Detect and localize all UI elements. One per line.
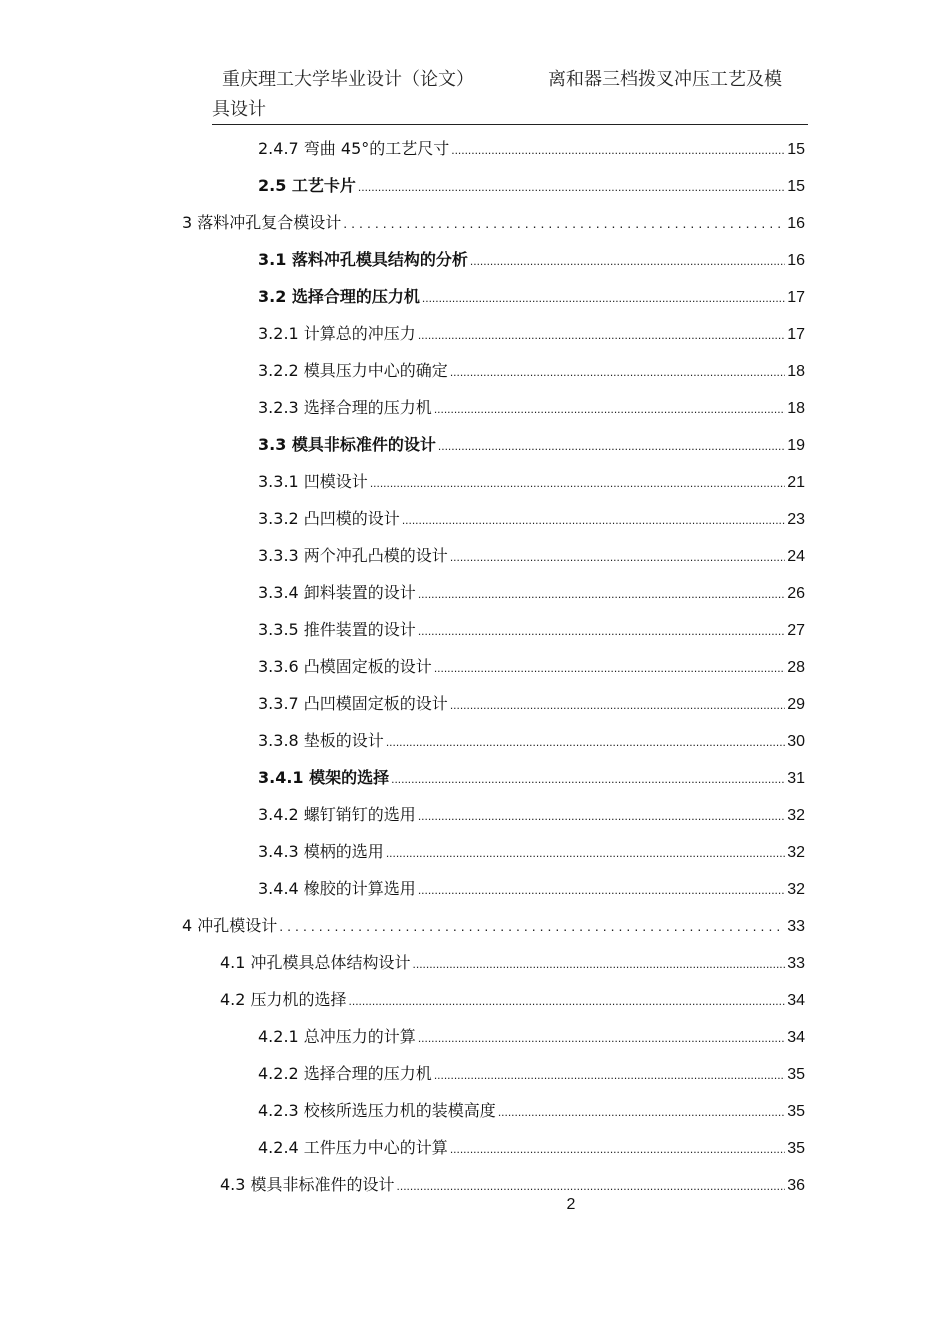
header-title-continuation: 具设计	[212, 99, 266, 120]
header-rule	[212, 124, 808, 125]
toc-dot-leader	[370, 470, 785, 496]
toc-entry-page: 21	[787, 474, 805, 491]
toc-entry-title: 4.2.2 选择合理的压力机	[258, 1064, 432, 1083]
toc-entry-page: 32	[787, 807, 805, 824]
toc-dot-leader	[402, 507, 785, 533]
toc-entry-title: 4.2.3 校核所选压力机的装模高度	[258, 1101, 496, 1120]
toc-entry-title: 3.1 落料冲孔模具结构的分析	[258, 250, 468, 269]
toc-entry-title: 3.3 模具非标准件的设计	[258, 435, 436, 454]
toc-dot-leader	[498, 1099, 785, 1125]
toc-entry[interactable]	[258, 321, 805, 347]
toc-dot-leader	[418, 803, 785, 829]
toc-dot-leader	[413, 951, 786, 977]
toc-dot-leader	[422, 285, 785, 311]
toc-entry-title: 3.2 选择合理的压力机	[258, 287, 420, 306]
toc-entry[interactable]	[258, 173, 805, 199]
toc-entry[interactable]	[258, 1024, 805, 1050]
toc-entry-title: 3.3.6 凸模固定板的设计	[258, 657, 432, 676]
toc-entry-title: 4 冲孔模设计	[182, 916, 278, 935]
toc-dot-leader	[434, 396, 785, 422]
toc-entry-page: 16	[787, 215, 805, 232]
toc-entry-page: 35	[787, 1103, 805, 1120]
toc-entry-page: 36	[787, 1177, 805, 1194]
toc-entry-title: 3 落料冲孔复合模设计	[182, 213, 342, 232]
toc-entry-title: 4.3 模具非标准件的设计	[220, 1175, 395, 1194]
toc-entry[interactable]	[258, 1098, 805, 1124]
toc-entry[interactable]	[258, 839, 805, 865]
toc-entry-title: 3.4.2 螺钉销钉的选用	[258, 805, 416, 824]
toc-entry-title: 3.4.1 模架的选择	[258, 768, 390, 787]
toc-dot-leader	[438, 433, 785, 459]
toc-dot-leader	[349, 988, 786, 1014]
toc-entry-page: 26	[787, 585, 805, 602]
toc-entry[interactable]	[182, 210, 805, 236]
toc-dot-leader	[358, 174, 785, 200]
toc-entry[interactable]	[258, 802, 805, 828]
toc-dot-leader	[343, 210, 785, 236]
toc-dot-leader	[418, 322, 785, 348]
toc-entry-page: 31	[787, 770, 805, 787]
toc-entry-page: 35	[787, 1066, 805, 1083]
toc-entry-page: 19	[787, 437, 805, 454]
toc-entry[interactable]	[258, 1061, 805, 1087]
toc-entry[interactable]	[182, 913, 805, 939]
header-thesis-title: 离和器三档拨叉冲压工艺及模	[548, 69, 782, 90]
toc-entry-page: 29	[787, 696, 805, 713]
header-line	[212, 64, 808, 96]
toc-entry-page: 28	[787, 659, 805, 676]
toc-entry[interactable]	[258, 432, 805, 458]
toc-entry[interactable]	[258, 543, 805, 569]
toc-dot-leader	[451, 137, 785, 163]
toc-dot-leader	[418, 581, 785, 607]
toc-entry-title: 3.4.4 橡胶的计算选用	[258, 879, 416, 898]
page-header	[212, 64, 808, 124]
toc-entry-page: 33	[787, 955, 805, 972]
toc-entry[interactable]	[258, 617, 805, 643]
toc-entry[interactable]	[220, 987, 805, 1013]
toc-entry-title: 3.3.7 凸凹模固定板的设计	[258, 694, 448, 713]
toc-entry-page: 35	[787, 1140, 805, 1157]
toc-entry-title: 3.2.3 选择合理的压力机	[258, 398, 432, 417]
toc-entry-page: 30	[787, 733, 805, 750]
toc-dot-leader	[434, 655, 785, 681]
toc-dot-leader	[386, 729, 785, 755]
toc-entry-title: 4.2.1 总冲压力的计算	[258, 1027, 416, 1046]
toc-entry[interactable]	[258, 580, 805, 606]
toc-entry-page: 32	[787, 881, 805, 898]
toc-entry-title: 3.4.3 模柄的选用	[258, 842, 384, 861]
toc-entry[interactable]	[220, 1172, 805, 1198]
toc-entry-title: 3.2.2 模具压力中心的确定	[258, 361, 448, 380]
toc-entry-page: 34	[787, 992, 805, 1009]
toc-entry-title: 4.2.4 工件压力中心的计算	[258, 1138, 448, 1157]
toc-entry-title: 3.3.5 推件装置的设计	[258, 620, 416, 639]
toc-entry-title: 3.3.4 卸料装置的设计	[258, 583, 416, 602]
toc-entry-page: 17	[787, 289, 805, 306]
toc-dot-leader	[450, 1136, 785, 1162]
toc-entry-title: 3.2.1 计算总的冲压力	[258, 324, 416, 343]
toc-entry[interactable]	[258, 1135, 805, 1161]
toc-entry[interactable]	[258, 506, 805, 532]
toc-entry[interactable]	[258, 284, 805, 310]
toc-entry-title: 3.3.3 两个冲孔凸模的设计	[258, 546, 448, 565]
toc-dot-leader	[450, 692, 785, 718]
toc-dot-leader	[450, 359, 785, 385]
toc-entry[interactable]	[258, 691, 805, 717]
toc-dot-leader	[418, 877, 785, 903]
toc-dot-leader	[418, 1025, 785, 1051]
toc-dot-leader	[391, 766, 785, 792]
header-university: 重庆理工大学毕业设计（论文）	[222, 69, 474, 90]
toc-entry-title: 4.2 压力机的选择	[220, 990, 347, 1009]
toc-entry-page: 16	[787, 252, 805, 269]
toc-entry[interactable]	[258, 247, 805, 273]
toc-entry-page: 33	[787, 918, 805, 935]
toc-entry[interactable]	[258, 765, 805, 791]
toc-dot-leader	[386, 840, 785, 866]
toc-entry[interactable]	[258, 654, 805, 680]
toc-entry-page: 34	[787, 1029, 805, 1046]
toc-entry-page: 18	[787, 363, 805, 380]
toc-entry[interactable]	[258, 395, 805, 421]
toc-entry-page: 15	[787, 178, 805, 195]
toc-entry-page: 17	[787, 326, 805, 343]
toc-entry-page: 32	[787, 844, 805, 861]
toc-entry[interactable]	[220, 950, 805, 976]
toc-entry-page: 24	[787, 548, 805, 565]
toc-entry-page: 15	[787, 141, 805, 158]
toc-entry-title: 2.4.7 弯曲 45°的工艺尺寸	[258, 139, 450, 158]
toc-entry-title: 3.3.2 凸凹模的设计	[258, 509, 400, 528]
toc-entry[interactable]	[258, 136, 805, 162]
toc-entry[interactable]	[258, 728, 805, 754]
toc-entry[interactable]	[258, 469, 805, 495]
toc-entry-page: 18	[787, 400, 805, 417]
toc-entry-page: 27	[787, 622, 805, 639]
toc-entry-title: 4.1 冲孔模具总体结构设计	[220, 953, 411, 972]
page-number: 2	[566, 1196, 576, 1213]
toc-entry[interactable]	[258, 876, 805, 902]
toc-dot-leader	[450, 544, 785, 570]
toc-entry-page: 23	[787, 511, 805, 528]
page-footer	[0, 1196, 950, 1214]
toc-dot-leader	[434, 1062, 785, 1088]
toc-dot-leader	[418, 618, 785, 644]
toc-entry-title: 3.3.8 垫板的设计	[258, 731, 384, 750]
toc-dot-leader	[279, 913, 785, 939]
toc-entry[interactable]	[258, 358, 805, 384]
toc-entry-title: 2.5 工艺卡片	[258, 176, 356, 195]
toc-dot-leader	[470, 248, 785, 274]
toc-entry-title: 3.3.1 凹模设计	[258, 472, 368, 491]
